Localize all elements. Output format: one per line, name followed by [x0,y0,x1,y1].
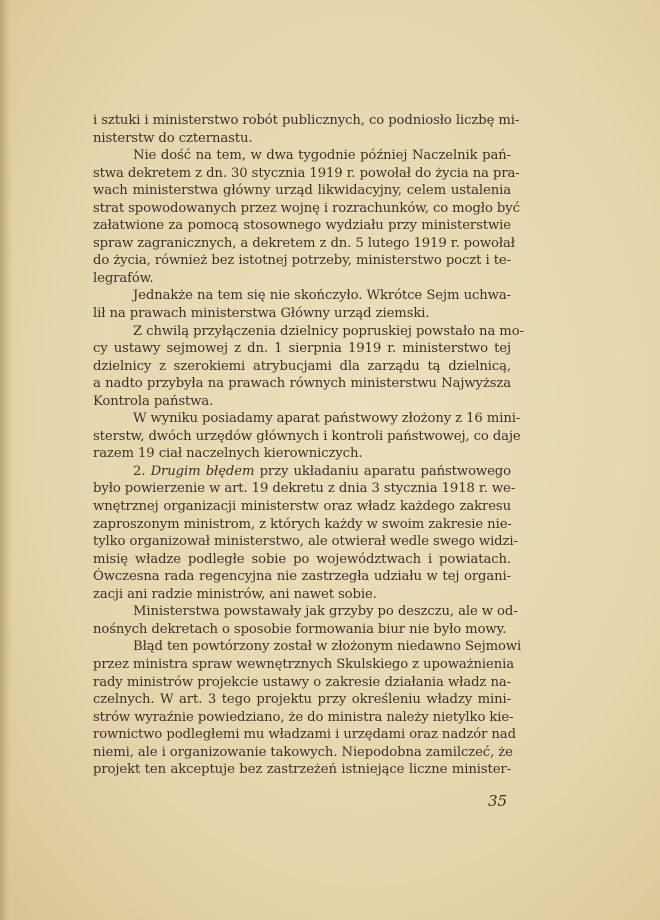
paragraph [93,603,518,638]
text-line: projekt ten akceptuje bez zastrzeżeń istniejące liczne minister- [93,762,511,778]
text-line: wnętrznej organizacji ministerstw oraz władz każdego zakresu [93,499,511,515]
text-line: rady ministrów projekcie ustawy o zakresie działania władz na- [93,674,511,690]
paragraph [93,287,511,322]
text-line: nośnych dekretach o sposobie formowania biur nie było mowy. [93,621,507,637]
text-line: legrafów. [93,270,154,286]
text-line: zacji ani radzie ministrów, ani nawet sobie. [93,586,377,602]
text-line: Z chwilą przyłączenia dzielnicy popruskiej powstało na mo- [133,323,524,339]
text-line: nisterstw do czternastu. [93,130,253,146]
text-line: i sztuki i ministerstwo robót publicznych, co podniosło liczbę mi- [93,113,520,128]
text-line: strat spowodowanych przez wojnę i rozrachunków, co mogło być [93,200,520,216]
text-line: strów wyraźnie powiedziano, że do ministra należy nietylko kie- [93,709,514,725]
text-line: a nadto przybyła na prawach równych ministerstwu Najwyższa [93,376,511,392]
text-line: cy ustawy sejmowej z dn. 1 sierpnia 1919 r. ministerstwo tej [93,341,511,357]
text-line: W wyniku posiadamy aparat państwowy złożony z 16 mini- [133,411,521,427]
paragraph [93,147,520,287]
text-line: czelnych. W art. 3 tego projektu przy określeniu władzy mini- [93,692,511,708]
page-number: 35 [488,792,508,810]
page-body-text [93,112,524,779]
text-line: do życia, również bez istotnej potrzeby, ministerstwo poczt i te- [93,253,511,269]
section-number: 2. [133,463,146,479]
text-line: Jednakże na tem się nie skończyło. Wkrótce Sejm uchwa- [133,288,511,304]
text-line: niemi, ale i organizowanie takowych. Niepodobna zamilczeć, że [93,744,513,760]
text-line: tylko organizował ministerstwo, ale otwierał wedle swego widzi- [93,534,518,550]
paragraph [93,112,520,147]
text-line: lił na prawach ministerstwa Główny urząd ziemski. [93,306,430,322]
text-line: Błąd ten powtórzony został w złożonym niedawno Sejmowi [133,639,522,655]
text-line: było powierzenie w art. 19 dekretu z dnia 3 stycznia 1918 r. we- [93,481,516,497]
text-line: sterstw, dwóch urzędów głównych i kontroli państwowej, co daje [93,428,521,444]
emphasized-phrase: Drugim błędem [150,463,255,479]
paragraph [93,410,521,463]
line-rest: przy układaniu aparatu państwowego [259,463,511,479]
paragraph [93,463,518,603]
text-line: załatwione za pomocą stosownego wydziału przy ministerstwie [93,218,511,234]
text-line: Nie dość na tem, w dwa tygodnie później Naczelnik pań- [133,148,511,164]
text-line: przez ministra spraw wewnętrznych Skulskiego z upoważnienia [93,656,514,672]
text-line: rownictwo podległemi mu władzami i urzędami oraz nadzór nad [93,727,516,743]
text-line: razem 19 ciał naczelnych kierowniczych. [93,446,363,462]
paragraph [93,323,524,411]
text-line: Kontrola państwa. [93,393,214,409]
text-line: spraw zagranicznych, a dekretem z dn. 5 lutego 1919 r. powołał [93,235,515,251]
text-line [93,463,511,481]
paragraph [93,638,522,778]
text-line: Ówczesna rada regencyjna nie zastrzegła udziału w tej organi- [93,569,511,585]
text-line: stwa dekretem z dn. 30 stycznia 1919 r. powołał do życia na pra- [93,165,520,181]
text-line: zaproszonym ministrom, z których każdy w swoim zakresie nie- [93,516,512,532]
text-line: dzielnicy z szerokiemi atrybucjami dla zarządu tą dzielnicą, [93,358,511,374]
text-line: misię władze podległe sobie po województwach i powiatach. [93,551,511,567]
text-line: Ministerstwa powstawały jak grzyby po deszczu, ale w od- [133,604,518,620]
page-edge-shadow [0,0,12,920]
text-line: wach ministerstwa główny urząd likwidacyjny, celem ustalenia [93,183,511,199]
